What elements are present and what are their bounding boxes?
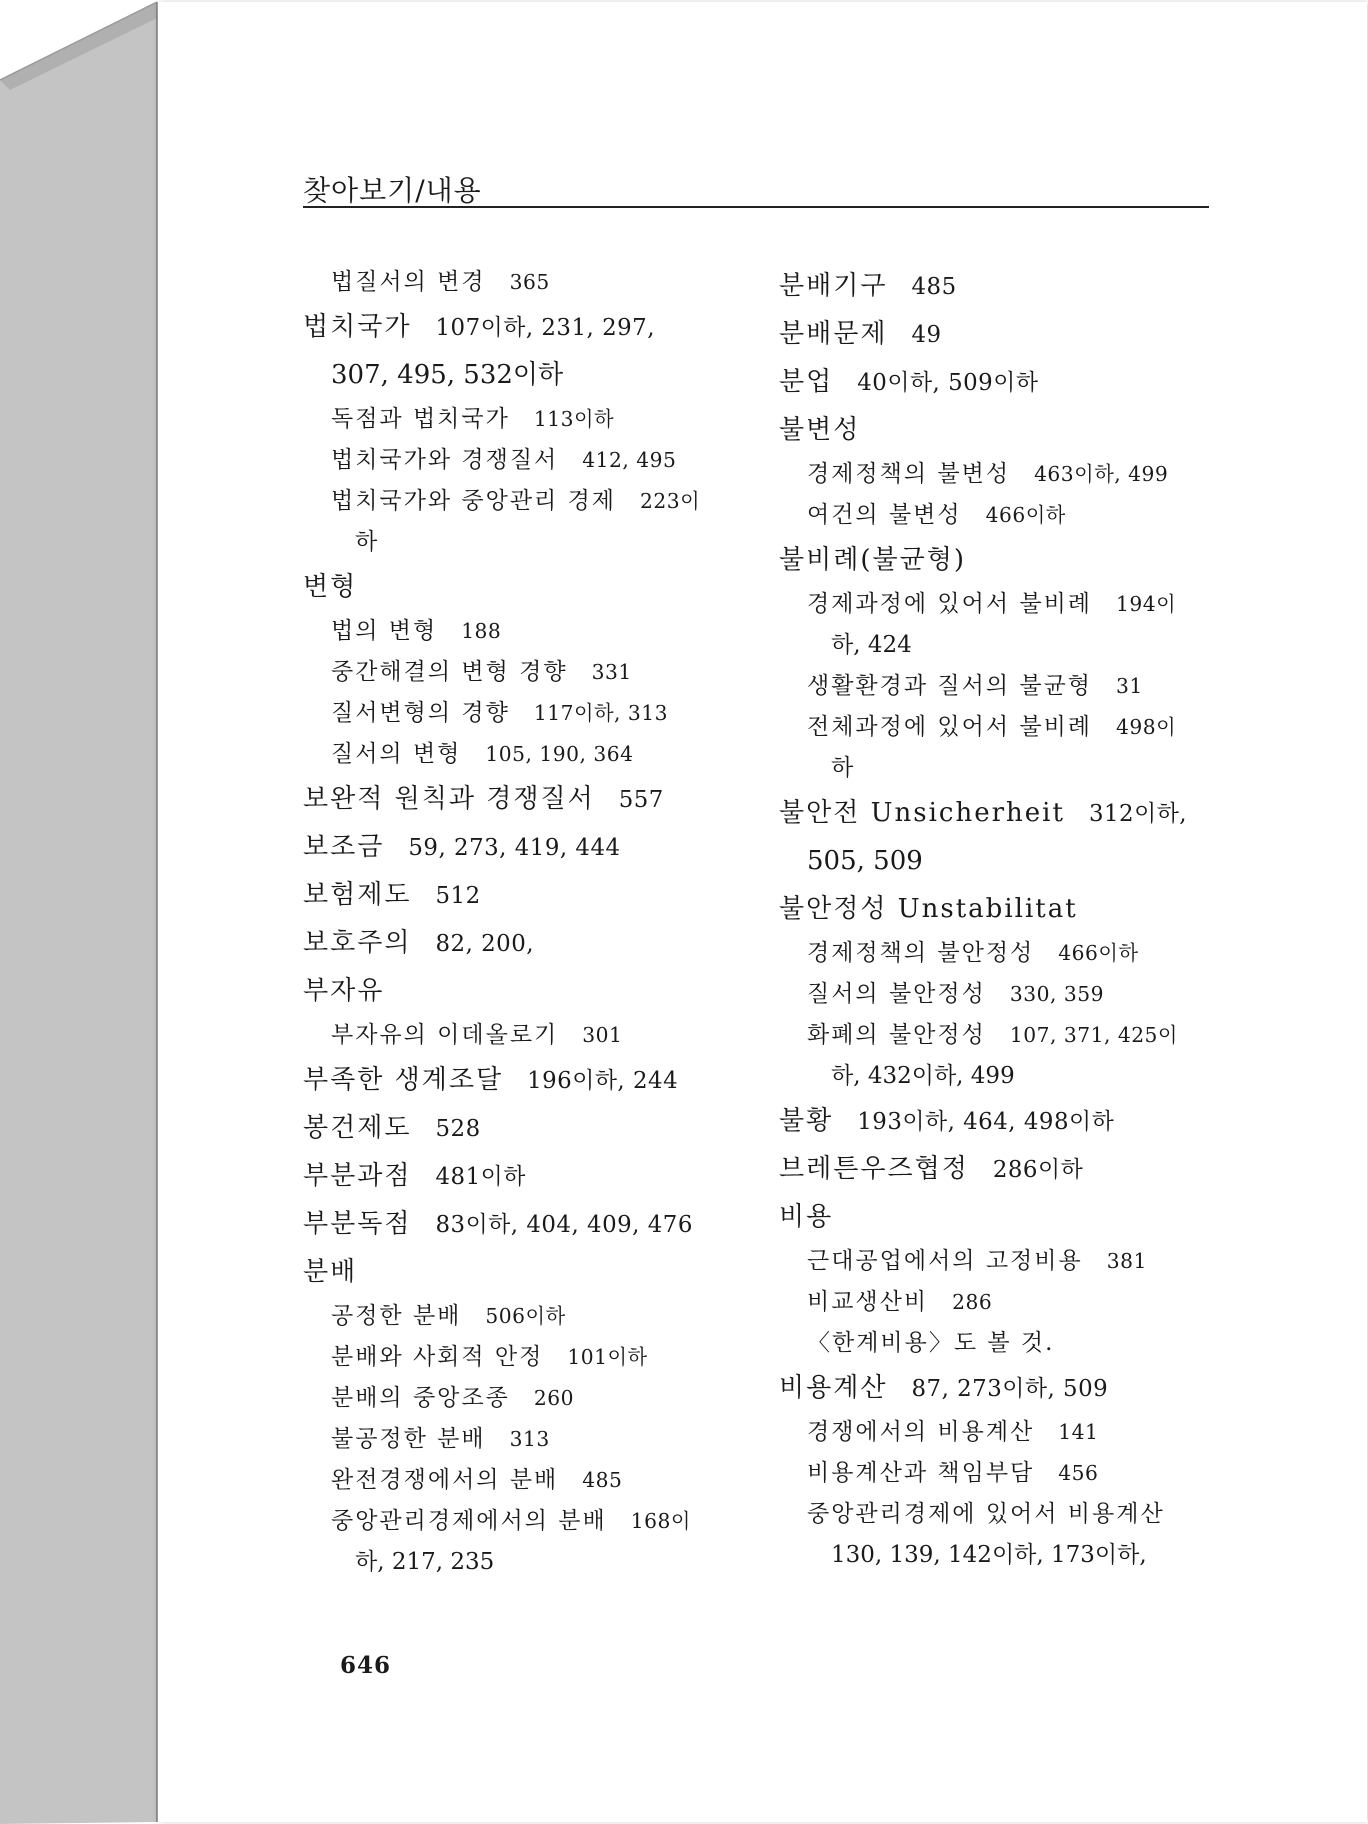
index-pages: 313	[509, 1427, 550, 1451]
index-entry	[779, 885, 1219, 933]
index-entry	[779, 1323, 1219, 1364]
index-pages: 107이하, 231, 297,	[435, 315, 656, 341]
index-entry	[779, 933, 1219, 974]
index-term: 법치국가와 중앙관리 경제	[331, 488, 617, 514]
index-entry	[303, 1542, 743, 1583]
index-pages: 하, 217, 235	[355, 1549, 495, 1575]
index-pages: 312이하,	[1088, 801, 1188, 827]
index-term: 〈한계비용〉도 볼 것.	[807, 1330, 1055, 1356]
index-term: 여건의 불변성	[807, 502, 962, 528]
index-term: 경쟁에서의 비용계산	[807, 1419, 1035, 1445]
index-pages: 381	[1106, 1249, 1147, 1273]
index-pages: 141	[1058, 1420, 1099, 1444]
index-pages: 107, 371, 425이	[1009, 1023, 1178, 1047]
index-term: 부분과점	[303, 1161, 412, 1191]
index-pages: 223이	[640, 489, 701, 513]
index-entry	[303, 1015, 743, 1056]
index-column-left	[303, 262, 743, 1583]
index-entry	[779, 625, 1219, 666]
index-term: 전체과정에 있어서 불비례	[807, 714, 1093, 740]
index-entry	[779, 406, 1219, 454]
index-pages: 59, 273, 419, 444	[408, 835, 621, 861]
index-entry	[303, 1460, 743, 1501]
index-pages: 307, 495, 532이하	[331, 360, 564, 390]
page-number: 646	[340, 1652, 392, 1679]
index-entry	[779, 1453, 1219, 1494]
index-pages: 481이하	[435, 1164, 526, 1190]
index-pages: 87, 273이하, 509	[911, 1376, 1109, 1402]
index-term: 보호주의	[303, 928, 412, 958]
index-pages: 194이	[1116, 592, 1177, 616]
index-pages: 188	[461, 619, 502, 643]
index-pages: 463이하, 499	[1034, 462, 1169, 486]
index-pages: 83이하, 404, 409, 476	[435, 1212, 693, 1238]
index-entry	[303, 481, 743, 522]
index-term: 분배의 중앙조종	[331, 1385, 510, 1411]
index-term: 브레튼우즈협정	[779, 1154, 969, 1184]
index-entry	[303, 693, 743, 734]
index-pages: 498이	[1116, 715, 1177, 739]
index-term: 법치국가	[303, 312, 412, 342]
index-entry	[303, 1104, 743, 1152]
index-entry	[303, 1152, 743, 1200]
index-term: 경제정책의 불안정성	[807, 940, 1035, 966]
index-entry	[779, 310, 1219, 358]
index-term: 부자유의 이데올로기	[331, 1022, 559, 1048]
index-pages: 331	[591, 660, 632, 684]
index-pages: 82, 200,	[435, 931, 535, 957]
index-term: 비용계산과 책임부담	[807, 1460, 1035, 1486]
index-entry	[779, 1494, 1219, 1535]
book-spine	[0, 0, 160, 1824]
index-entry	[779, 262, 1219, 310]
index-entry	[303, 734, 743, 775]
index-term: 공정한 분배	[331, 1303, 462, 1329]
index-term: 질서변형의 경향	[331, 700, 510, 726]
index-entry	[779, 748, 1219, 789]
index-term: 부분독점	[303, 1209, 412, 1239]
index-pages: 117이하, 313	[533, 701, 669, 725]
index-entry	[303, 262, 743, 303]
index-term: 비용계산	[779, 1373, 888, 1403]
index-pages: 하, 424	[831, 632, 912, 658]
index-term: 불공정한 분배	[331, 1426, 486, 1452]
index-entry	[779, 1282, 1219, 1323]
index-entry	[303, 775, 743, 823]
index-entry	[303, 399, 743, 440]
index-entry	[303, 652, 743, 693]
index-entry	[303, 823, 743, 871]
index-entry	[303, 1337, 743, 1378]
index-entry	[779, 837, 1219, 885]
index-term: 완전경쟁에서의 분배	[331, 1467, 559, 1493]
index-pages: 130, 139, 142이하, 173이하,	[831, 1542, 1147, 1568]
index-entry	[303, 1248, 743, 1296]
index-entry	[303, 1200, 743, 1248]
index-term: 비용	[779, 1202, 834, 1232]
index-entry	[779, 666, 1219, 707]
index-term: 불안정성 Unstabilitat	[779, 894, 1078, 924]
index-term: 법질서의 변경	[331, 269, 486, 295]
index-term: 분업	[779, 367, 834, 397]
index-pages: 330, 359	[1009, 982, 1104, 1006]
index-term: 중간해결의 변형 경향	[331, 659, 568, 685]
index-pages: 193이하, 464, 498이하	[857, 1109, 1115, 1135]
index-term: 근대공업에서의 고정비용	[807, 1248, 1083, 1274]
index-term: 중앙관리경제에서의 분배	[331, 1508, 607, 1534]
index-pages: 113이하	[533, 407, 615, 431]
index-pages: 557	[618, 787, 664, 813]
index-entry	[779, 454, 1219, 495]
index-entry	[779, 1015, 1219, 1056]
index-term: 독점과 법치국가	[331, 406, 510, 432]
index-pages: 168이	[630, 1509, 691, 1533]
index-entry	[779, 1193, 1219, 1241]
index-pages: 196이하, 244	[527, 1068, 679, 1094]
index-pages: 505, 509	[807, 846, 923, 876]
index-pages: 456	[1058, 1461, 1099, 1485]
index-entry	[779, 1097, 1219, 1145]
index-term: 비교생산비	[807, 1289, 929, 1315]
index-pages: 466이하	[1058, 941, 1139, 965]
index-pages: 506이하	[485, 1304, 566, 1328]
index-term: 보완적 원칙과 경쟁질서	[303, 784, 595, 814]
running-head: 찾아보기/내용	[303, 176, 1209, 208]
index-entry	[303, 611, 743, 652]
index-term: 불비례(불균형)	[779, 545, 966, 575]
index-pages: 31	[1116, 674, 1143, 698]
index-term: 법치국가와 경쟁질서	[331, 447, 559, 473]
index-term: 경제과정에 있어서 불비례	[807, 591, 1093, 617]
index-pages: 하, 432이하, 499	[831, 1063, 1015, 1089]
index-entry	[303, 522, 743, 563]
index-entry	[303, 1296, 743, 1337]
index-term: 분배와 사회적 안정	[331, 1344, 544, 1370]
index-entry	[303, 967, 743, 1015]
index-pages: 466이하	[985, 503, 1066, 527]
index-pages: 101이하	[567, 1345, 648, 1369]
index-column-right	[779, 262, 1219, 1576]
index-pages: 301	[582, 1023, 623, 1047]
index-term: 변형	[303, 572, 358, 602]
index-entry	[303, 303, 743, 351]
index-pages: 512	[435, 883, 481, 909]
index-entry	[303, 1419, 743, 1460]
index-term: 법의 변형	[331, 618, 438, 644]
index-term: 봉건제도	[303, 1113, 412, 1143]
index-entry	[303, 351, 743, 399]
index-pages: 40이하, 509이하	[857, 370, 1039, 396]
index-term: 부족한 생계조달	[303, 1065, 504, 1095]
index-pages: 49	[911, 322, 942, 348]
index-entry	[779, 358, 1219, 406]
index-term: 생활환경과 질서의 불균형	[807, 673, 1093, 699]
index-entry	[779, 1145, 1219, 1193]
index-pages: 485	[582, 1468, 623, 1492]
index-entry	[779, 536, 1219, 584]
index-entry	[303, 919, 743, 967]
index-term: 불변성	[779, 415, 861, 445]
index-pages: 286이하	[992, 1157, 1084, 1183]
index-entry	[303, 871, 743, 919]
index-pages: 528	[435, 1116, 481, 1142]
index-term: 보험제도	[303, 880, 412, 910]
index-pages: 485	[911, 274, 957, 300]
index-term: 경제정책의 불변성	[807, 461, 1011, 487]
index-entry	[303, 1056, 743, 1104]
index-pages: 260	[533, 1386, 574, 1410]
index-term: 질서의 변형	[331, 741, 462, 767]
index-entry	[779, 707, 1219, 748]
index-pages: 412, 495	[582, 448, 677, 472]
index-entry	[303, 440, 743, 481]
index-entry	[779, 1056, 1219, 1097]
index-entry	[303, 1378, 743, 1419]
index-entry	[779, 789, 1219, 837]
index-term: 불황	[779, 1106, 834, 1136]
index-pages: 105, 190, 364	[485, 742, 634, 766]
index-term: 부자유	[303, 976, 385, 1006]
index-entry	[303, 563, 743, 611]
index-entry	[779, 495, 1219, 536]
index-pages: 하	[355, 529, 378, 555]
index-term: 분배기구	[779, 271, 888, 301]
index-entry	[779, 1412, 1219, 1453]
index-term: 보조금	[303, 832, 385, 862]
index-term: 질서의 불안정성	[807, 981, 986, 1007]
index-term: 불안전 Unsicherheit	[779, 798, 1065, 828]
index-pages: 365	[509, 270, 550, 294]
index-entry	[303, 1501, 743, 1542]
index-pages: 286	[952, 1290, 993, 1314]
index-term: 중앙관리경제에 있어서 비용계산	[807, 1501, 1165, 1527]
index-entry	[779, 1364, 1219, 1412]
index-entry	[779, 584, 1219, 625]
index-term: 분배	[303, 1257, 358, 1287]
index-pages: 하	[831, 755, 854, 781]
index-entry	[779, 974, 1219, 1015]
index-term: 화폐의 불안정성	[807, 1022, 986, 1048]
index-entry	[779, 1241, 1219, 1282]
index-term: 분배문제	[779, 319, 888, 349]
index-entry	[779, 1535, 1219, 1576]
